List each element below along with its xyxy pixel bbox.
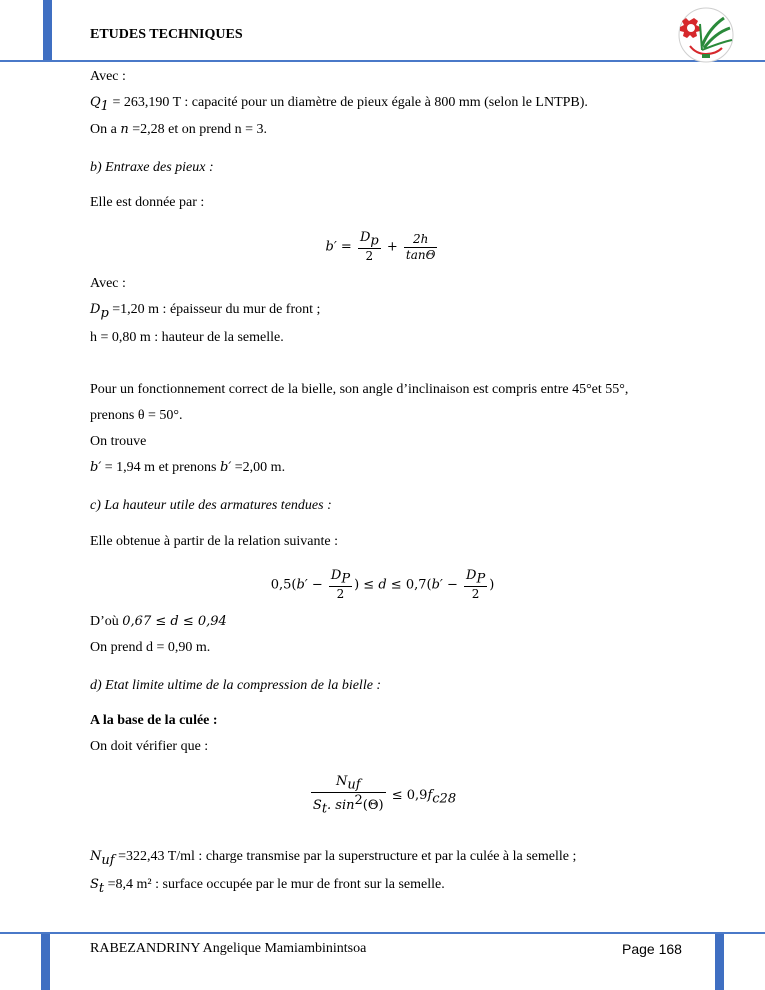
- eq3-f-sub: c28: [432, 791, 457, 807]
- verify-text: On doit vérifier que :: [90, 739, 209, 754]
- eq2-num1-sub: P: [341, 571, 351, 587]
- eq2-fraction-1: [329, 568, 352, 602]
- b-prime-symbol-2: b′: [220, 460, 232, 475]
- given-by-text: Elle est donnée par :: [90, 195, 205, 210]
- b-prime-line: [90, 459, 285, 477]
- n-line: [90, 121, 267, 139]
- eq2-den1: 2: [336, 587, 345, 602]
- b-prime-symbol: b′: [90, 460, 102, 475]
- eq3-den-sub: t: [321, 801, 328, 817]
- eq2-part-e: ≤ 0,7(: [386, 577, 432, 593]
- eq1-den1: 2: [365, 249, 374, 264]
- nuf-line: [90, 848, 576, 870]
- eq3-fraction: [311, 774, 386, 817]
- eq3-f: f: [427, 787, 433, 803]
- eq1-num1-sub: p: [370, 233, 379, 249]
- eq3-den-sup: 2: [354, 793, 363, 809]
- avec-label-2: Avec :: [90, 276, 126, 291]
- prend-text: On prend d = 0,90 m.: [90, 640, 211, 655]
- dou-line: [90, 613, 227, 631]
- q1-text: = 263,190 T : capacité pour un diamètre de pieux égale à 800 mm (selon le LNTPB).: [108, 95, 588, 110]
- eq2-part-g: ): [489, 577, 495, 593]
- section-d-title: d) Etat limite ultime de la compression de la bielle :: [90, 678, 382, 693]
- n-prefix: On a: [90, 122, 121, 137]
- eq2-num1: D: [330, 568, 342, 583]
- dp-subscript: p: [100, 305, 109, 321]
- header-title: ETUDES TECHNIQUES: [90, 27, 243, 42]
- on-trouve-text: On trouve: [90, 434, 147, 449]
- b-prime-end: =2,00 m.: [231, 460, 286, 475]
- dou-equation: 0,67 ≤ d ≤ 0,94: [122, 614, 227, 629]
- eq1-plus: +: [386, 239, 398, 255]
- eq2-fraction-2: [464, 568, 487, 602]
- dp-symbol: D: [90, 302, 101, 317]
- q1-symbol: Q: [90, 95, 101, 110]
- avec-label-1: Avec :: [90, 69, 126, 84]
- equation-hauteur: [0, 568, 765, 602]
- eq2-part-f: b′ −: [431, 577, 462, 593]
- eq2-part-d: d: [378, 577, 387, 593]
- st-text: =8,4 m² : surface occupée par le mur de front sur la semelle.: [104, 877, 445, 892]
- dp-line: [90, 301, 320, 323]
- eq3-den-end: (Θ): [362, 798, 384, 814]
- eq2-den2: 2: [471, 587, 480, 602]
- eq2-part-b: b′ −: [296, 577, 327, 593]
- relation-text: Elle obtenue à partir de la relation suivante :: [90, 534, 339, 549]
- eq1-den2: tanΘ: [405, 247, 436, 262]
- header-rule: [0, 60, 765, 62]
- base-culee-heading: A la base de la culée :: [90, 713, 218, 728]
- nuf-text: =322,43 T/ml : charge transmise par la superstructure et par la culée à la semelle ;: [114, 849, 577, 864]
- b-prime-mid: = 1,94 m et prenons: [101, 460, 220, 475]
- eq3-den: S: [312, 798, 322, 814]
- h-line: h = 0,80 m : hauteur de la semelle.: [90, 330, 284, 345]
- footer-page-number: Page 168: [622, 941, 682, 957]
- eq1-lhs: b′ =: [325, 239, 356, 255]
- n-text: =2,28 et on prend n = 3.: [128, 122, 267, 137]
- st-symbol: S: [90, 877, 99, 892]
- st-line: [90, 876, 445, 898]
- st-subscript: t: [98, 880, 105, 896]
- dp-text: =1,20 m : épaisseur du mur de front ;: [108, 302, 321, 317]
- paragraph-line-1: Pour un fonctionnement correct de la bielle, son angle d’inclinaison est compris entre 45°et 55°,: [90, 382, 629, 397]
- eq1-num2: 2h: [404, 232, 438, 248]
- paragraph-line-2: prenons θ = 50°.: [90, 408, 183, 423]
- footer-rule: [0, 932, 765, 934]
- footer-left-bar: [41, 932, 50, 990]
- q1-line: [90, 94, 588, 116]
- q1-subscript: 1: [100, 98, 109, 114]
- section-b-title: b) Entraxe des pieux :: [90, 160, 214, 175]
- n-symbol: n: [120, 122, 129, 137]
- header-left-bar: [43, 0, 52, 60]
- eq2-part-a: 0,5(: [270, 577, 297, 593]
- eq3-num-sub: uf: [347, 777, 361, 793]
- footer-author: RABEZANDRINY Angelique Mamiambinintsoa: [90, 941, 367, 956]
- eq1-num1: D: [359, 230, 371, 245]
- eq1-fraction-2: [404, 232, 438, 263]
- eq1-fraction-1: [358, 230, 381, 264]
- nuf-symbol: N: [90, 849, 102, 864]
- equation-bielle: [0, 774, 765, 817]
- eq2-part-c: ) ≤: [354, 577, 379, 593]
- nuf-subscript: uf: [101, 852, 115, 868]
- eq3-rhs: ≤ 0,9: [387, 787, 428, 803]
- logo-icon: [672, 6, 740, 64]
- footer-right-bar: [715, 932, 724, 990]
- eq2-num2-sub: P: [476, 571, 486, 587]
- dou-prefix: D’où: [90, 614, 123, 629]
- eq3-num: N: [335, 774, 348, 789]
- eq3-den-rest: . sin: [327, 798, 355, 814]
- eq2-num2: D: [466, 568, 477, 583]
- section-c-title: c) La hauteur utile des armatures tendues :: [90, 498, 332, 513]
- equation-entraxe: [0, 230, 765, 264]
